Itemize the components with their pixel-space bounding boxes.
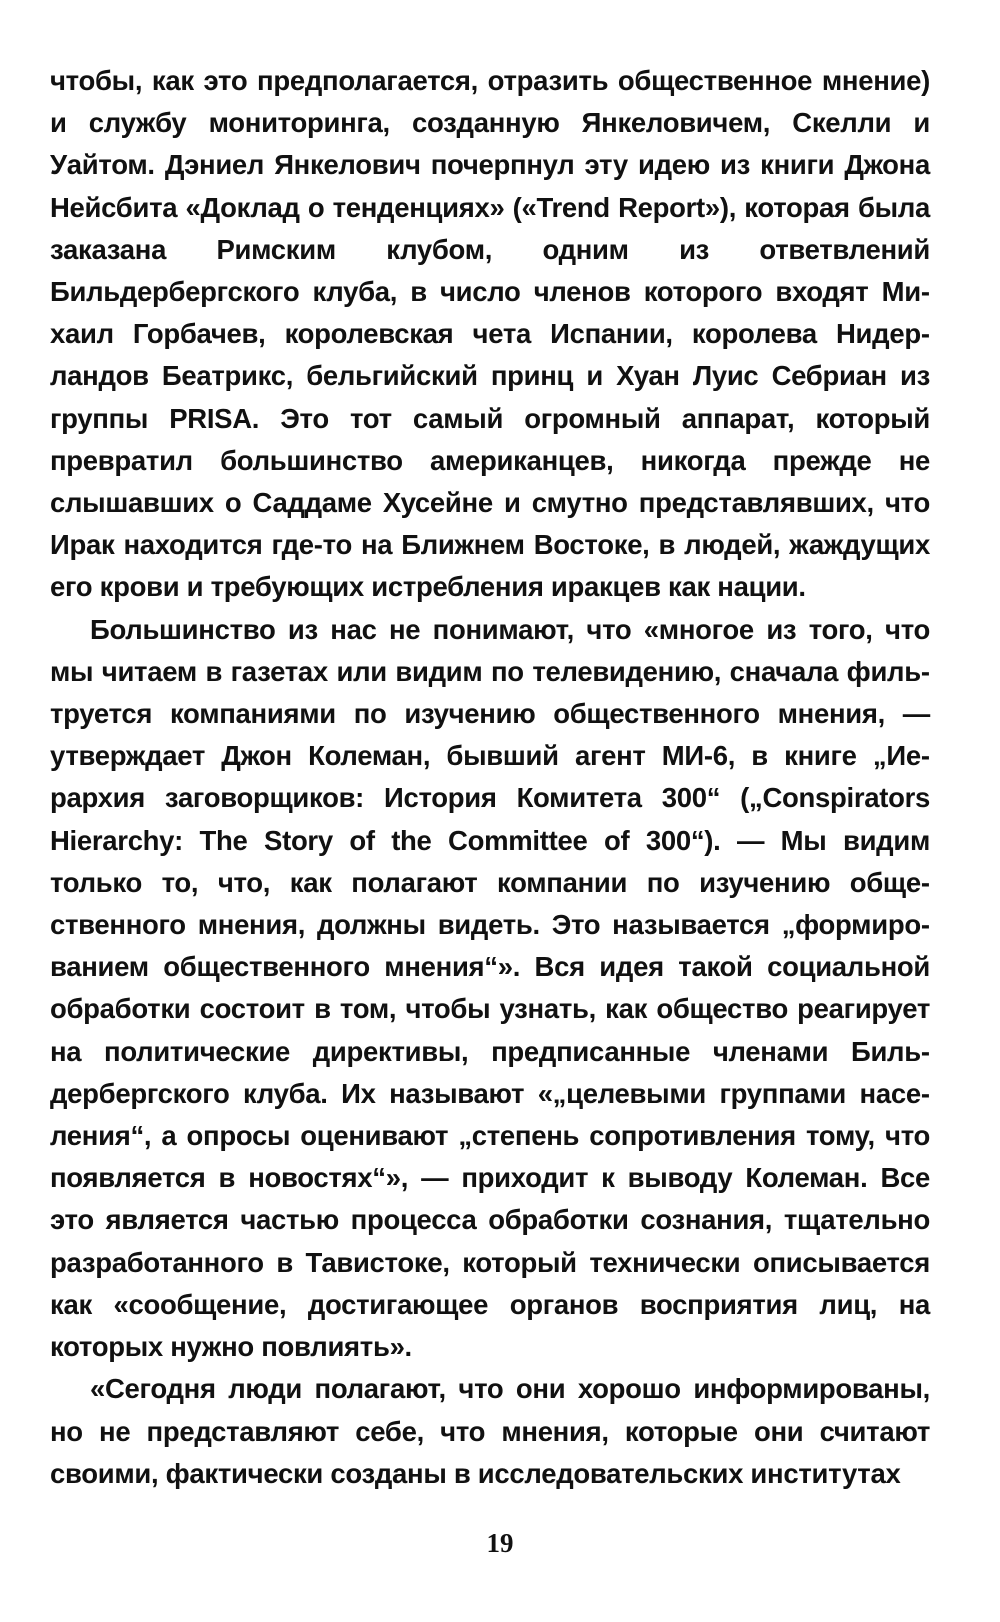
paragraph-continuation: чтобы, как это предполагается, отразить общественное мнение) и службу мониторинга, созданную Янкеловичем, Скелли и Уайтом. Дэниел Янкелович почерпнул эту идею из книги Джона Нейсбита «Доклад о тенденциях» («Trend Report»), которая была заказана Римским клубом, одним из ответвлений Бильдербергского клуба, в число членов которого входят Михаил Горбачев, королевская чета Испании, королева Нидерландов Беатрикс, бельгийский принц и Хуан Луис Себриан из группы PRISA. Это тот самый огромный аппарат, который превратил большинство американцев, никогда прежде не слышавших о Саддаме Хусейне и смутно представлявших, что Ирак находится где-то на Ближнем Востоке, в людей, жаждущих его крови и требующих истребления иракцев как нации. [50, 65, 930, 603]
page-number: 19 [486, 1528, 514, 1558]
paragraph-coleman-quote: Большинство из нас не понимают, что «многое из того, что мы читаем в газетах или видим по телевидению, сначала фильтруется компаниями по изучению общественного мнения, — утверждает Джон Колеман, бывший агент МИ-6, в книге „Иерархия заговорщиков: История Комитета 300“ („Conspirators Hierarchy: The Story of the Committee of 300“). — Мы видим только то, что, как полагают компании по изучению общественного мнения, должны видеть. Это называется „формированием общественного мнения“». Вся идея такой социальной обработки состоит в том, чтобы узнать, как общество реагирует на политические директивы, предписанные членами Бильдербергского клуба. Их называют «„целевыми группами населения“, а опросы оценивают „степень сопротивления тому, что появляется в новостях“», — приходит к выводу Колеман. Все это является частью процесса обработки сознания, тщательно разработанного в Тавистоке, который технически описывается как «сообщение, достигающее органов восприятия лиц, на которых нужно повлиять». [50, 613, 930, 1363]
paragraph-people-informed: «Сегодня люди полагают, что они хорошо информированы, но не представляют себе, что мнения, которые они считают своими, фактически созданы в исследовательских институтах [50, 1373, 930, 1489]
page-body [50, 60, 930, 1495]
